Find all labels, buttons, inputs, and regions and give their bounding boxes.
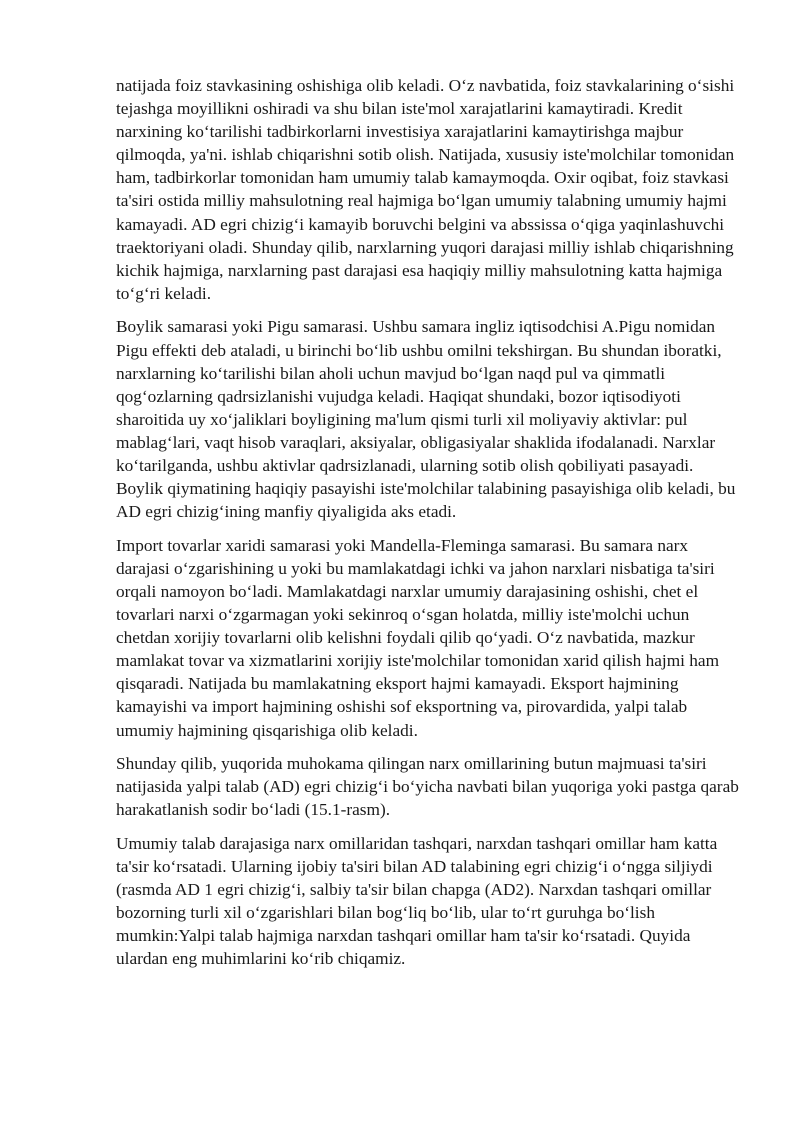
paragraph-narxdan-tashqari-omillar: Umumiy talab darajasiga narx omillaridan tashqari, narxdan tashqari omillar ham katta ta'sir ko‘rsatadi. Ularning ijobiy ta'siri bilan AD talabining egri chizig‘i o‘ngga siljiydi (rasmda AD 1 egri chizig‘i, salbiy ta'sir bilan chapga (AD2). Narxdan tashqari omillar bozorning turli xil o‘zgarishlari bilan bog‘liq bo‘lib, ular to‘rt guruhga bo‘lish mumkin:Yalpi talab hajmiga narxdan tashqari omillar ham ta'sir ko‘rsatadi. Quyida ulardan eng muhimlarini ko‘rib chiqamiz. [116,833,718,969]
document-body [116,74,744,981]
paragraph-pigu-samarasi: Boylik samarasi yoki Pigu samarasi. Ushbu samara ingliz iqtisodchisi A.Pigu nomidan Pigu effekti deb ataladi, u birinchi bo‘lib ushbu omilni tekshirgan. Bu shundan iboratki, narxlarning ko‘tarilishi bilan aholi uchun mavjud bo‘lgan naqd pul va qimmatli qog‘ozlarning qadrsizlanishi vujudga keladi. Haqiqat shundaki, bozor iqtisodiyoti sharoitida uy xo‘jaliklari boyligining ma'lum qismi turli xil moliyaviy aktivlar: pul mablag‘lari, vaqt hisob varaqlari, aksiyalar, obligasiyalar shaklida ifodalanadi. Narxlar ko‘tarilganda, ushbu aktivlar qadrsizlanadi, ularning sotib olish qobiliyati pasayadi. Boylik qiymatining haqiqiy pasayishi iste'molchilar talabining pasayishiga olib keladi, bu AD egri chizig‘ining manfiy qiyaligida aks etadi. [116,317,736,522]
paragraph-narx-omillari-xulosa: Shunday qilib, yuqorida muhokama qilingan narx omillarining butun majmuasi ta'siri natijasida yalpi talab (AD) egri chizig‘i bo‘yicha navbati bilan yuqoriga yoki pastga qarab harakatlanish sodir bo‘ladi (15.1-rasm). [116,754,739,820]
paragraph-foiz-stavkasi: natijada foiz stavkasining oshishiga olib keladi. O‘z navbatida, foiz stavkalarining o‘sishi tejashga moyillikni oshiradi va shu bilan iste'mol xarajatlarini kamaytiradi. Kredit narxining ko‘tarilishi tadbirkorlarni investisiya xarajatlarini kamaytirishga majbur qilmoqda, ya'ni. ishlab chiqarishni sotib olish. Natijada, xususiy iste'molchilar tomonidan ham, tadbirkorlar tomonidan ham umumiy talab kamaymoqda. Oxir oqibat, foiz stavkasi ta'siri ostida milliy mahsulotning real hajmiga bo‘lgan umumiy talabning umumiy hajmi kamayadi. AD egri chizig‘i kamayib boruvchi belgini va abssissa o‘qiga yaqinlashuvchi traektoriyani oladi. Shunday qilib, narxlarning yuqori darajasi milliy ishlab chiqarishning kichik hajmiga, narxlarning past darajasi esa haqiqiy milliy mahsulotning katta hajmiga to‘g‘ri keladi. [116,76,735,303]
paragraph-mandella-fleminga: Import tovarlar xaridi samarasi yoki Mandella-Fleminga samarasi. Bu samara narx darajasi o‘zgarishining u yoki bu mamlakatdagi ichki va jahon narxlari nisbatiga ta'siri orqali namoyon bo‘ladi. Mamlakatdagi narxlar umumiy darajasining oshishi, chet el tovarlari narxi o‘zgarmagan yoki sekinroq o‘sgan holatda, milliy iste'molchi uchun chetdan xorijiy tovarlarni olib kelishni foydali qilib qo‘yadi. O‘z navbatida, mazkur mamlakat tovar va xizmatlarini xorijiy iste'molchilar tomonidan xarid qilish hajmi ham qisqaradi. Natijada bu mamlakatning eksport hajmi kamayadi. Eksport hajmining kamayishi va import hajmining oshishi sof eksportning va, pirovardida, yalpi talab umumiy hajmining qisqarishiga olib keladi. [116,535,720,740]
